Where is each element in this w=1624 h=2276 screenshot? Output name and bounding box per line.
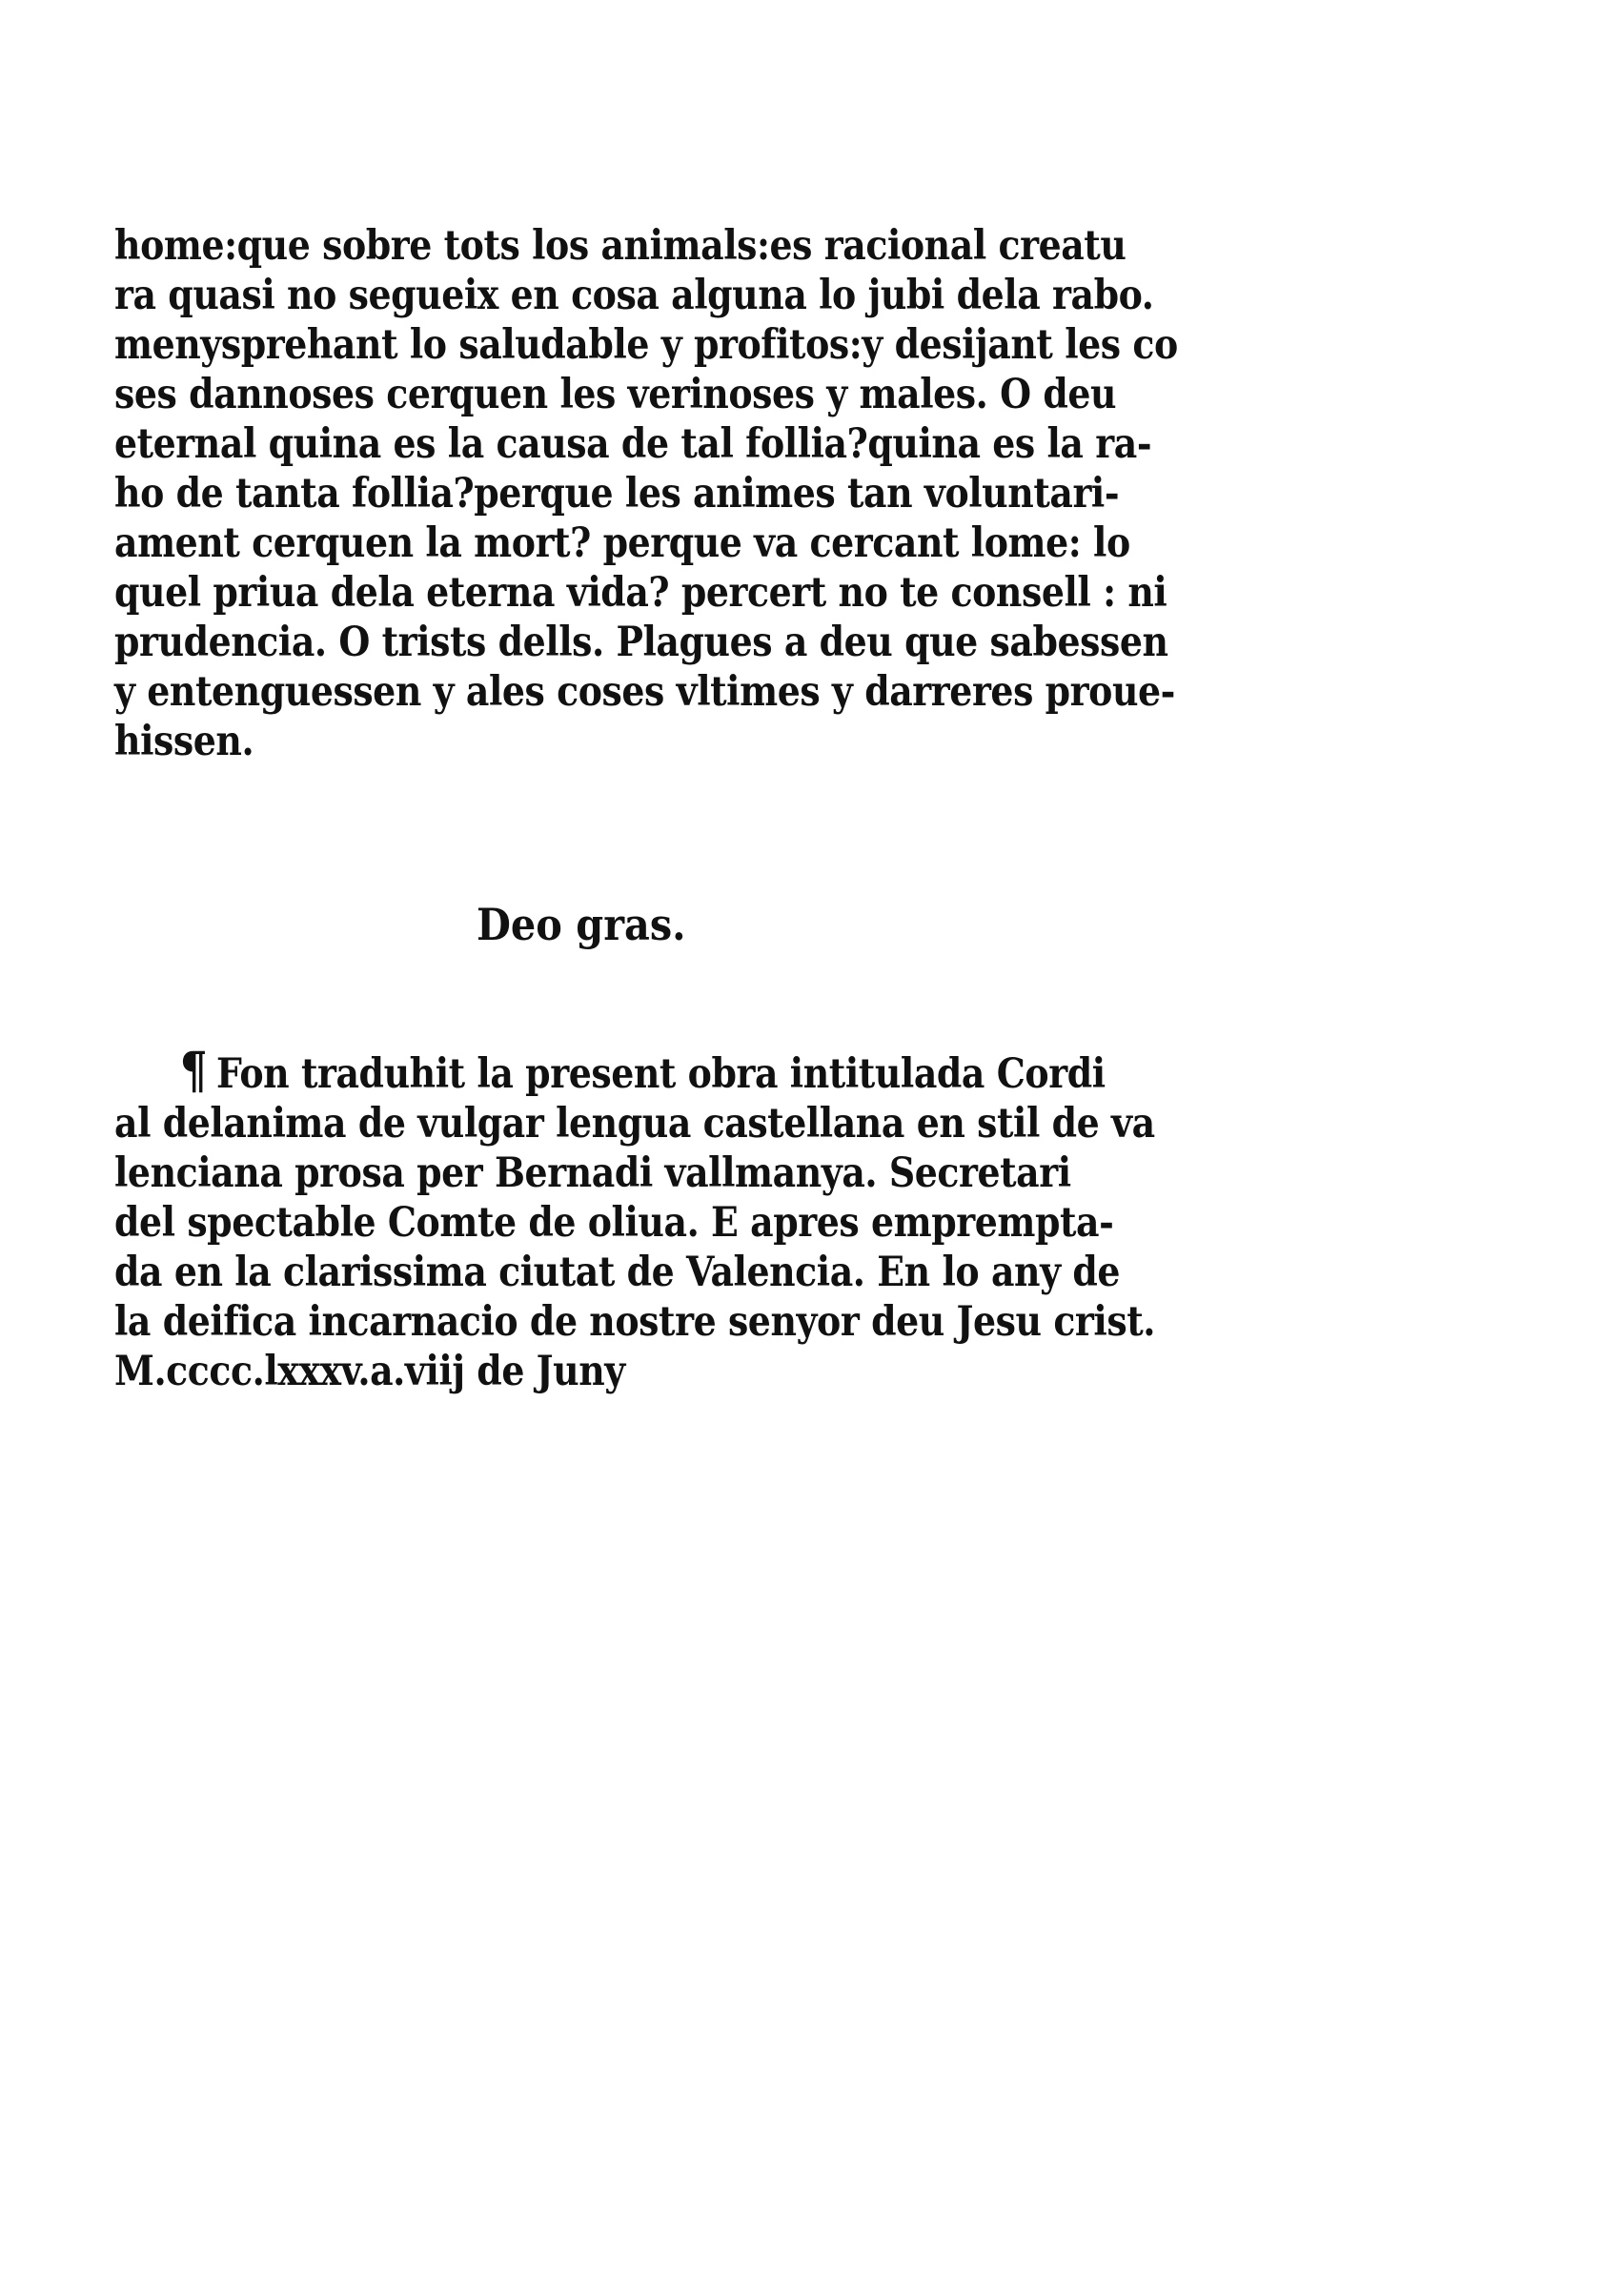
colophon-date-line: M.cccc.lxxxv.a.viij de Juny [114, 1348, 625, 1395]
text-line: y entenguessen y ales coses vltimes y darreres proue- [114, 668, 1175, 716]
colophon-line: la deifica incarnacio de nostre senyor deu Jesu crist. [114, 1298, 1155, 1346]
colophon-line: da en la clarissima ciutat de Valencia. En lo any de [114, 1249, 1121, 1296]
explicit-deo-gratias: Deo gras. [477, 899, 686, 950]
colophon-line-text: Fon traduhit la present obra intitulada Cordi [215, 1050, 1106, 1098]
text-line: ament cerquen la mort? perque va cercant lome: lo [114, 519, 1130, 567]
text-line: hissen. [114, 718, 254, 765]
colophon-line: al delanima de vulgar lengua castellana en stil de va [114, 1100, 1155, 1148]
text-line: ho de tanta follia?perque les animes tan voluntari- [114, 470, 1120, 518]
text-line: prudencia. O trists dells. Plagues a deu que sabessen [114, 619, 1168, 666]
text-line: menysprehant lo saludable y profitos:y desijant les co [114, 321, 1178, 369]
text-line: eternal quina es la causa de tal follia?quina es la ra- [114, 420, 1152, 468]
main-text-block [114, 221, 1239, 766]
colophon-block [114, 1042, 1239, 1396]
colophon-line: lenciana prosa per Bernadi vallmanya. Secretari [114, 1149, 1071, 1197]
pilcrow-mark: ¶ [179, 1042, 205, 1100]
colophon-first-line [114, 1042, 1106, 1100]
text-line: ses dannoses cerquen les verinoses y males. O deu [114, 371, 1117, 418]
text-line: quel priua dela eterna vida? percert no te consell : ni [114, 569, 1167, 617]
text-line: ra quasi no segueix en cosa alguna lo jubi dela rabo. [114, 272, 1154, 319]
colophon-line: del spectable Comte de oliua. E apres emprempta- [114, 1199, 1114, 1247]
text-line: home:que sobre tots los animals:es racional creatu [114, 222, 1127, 270]
